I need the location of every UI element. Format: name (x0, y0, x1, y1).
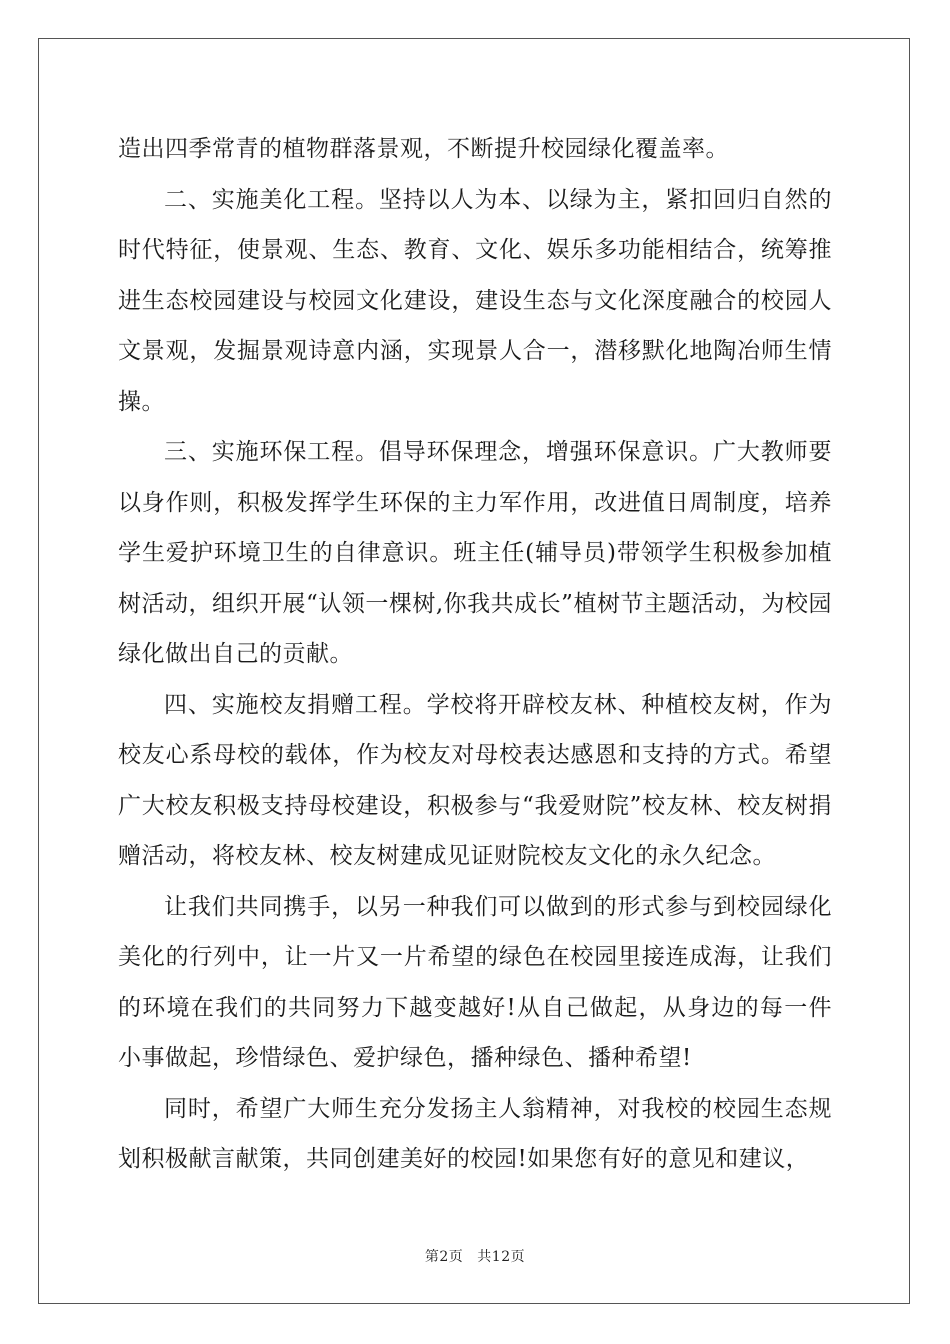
paragraph-2: 二、实施美化工程。坚持以人为本、以绿为主，紧扣回归自然的时代特征，使景观、生态、教育、文化、娱乐多功能相结合，统筹推进生态校园建设与校园文化建设，建设生态与文化深度融合的校园人文景观，发掘景观诗意内涵，实现景人合一，潜移默化地陶冶师生情操。 (118, 186, 832, 415)
current-page-number: 第2页 (424, 1249, 464, 1265)
total-page-count: 共12页 (477, 1249, 526, 1265)
paragraph-4: 四、实施校友捐赠工程。学校将开辟校友林、种植校友树，作为校友心系母校的载体，作为校友对母校表达感恩和支持的方式。希望广大校友积极支持母校建设，积极参与“我爱财院”校友林、校友树捐赠活动，将校友林、校友树建成见证财院校友文化的永久纪念。 (118, 691, 832, 869)
paragraph-1: 造出四季常青的植物群落景观，不断提升校园绿化覆盖率。 (118, 136, 729, 162)
document-body (118, 124, 832, 1185)
paragraph-6: 同时，希望广大师生充分发扬主人翁精神，对我校的校园生态规划积极献言献策，共同创建美好的校园!如果您有好的意见和建议， (118, 1095, 832, 1172)
paragraph-3: 三、实施环保工程。倡导环保理念，增强环保意识。广大教师要以身作则，积极发挥学生环保的主力军作用，改进值日周制度，培养学生爱护环境卫生的自律意识。班主任(辅导员)带领学生积极参加植树活动，组织开展“认领一棵树,你我共成长”植树节主题活动，为校园绿化做出自己的贡献。 (118, 439, 832, 667)
paragraph-5: 让我们共同携手，以另一种我们可以做到的形式参与到校园绿化美化的行列中，让一片又一片希望的绿色在校园里接连成海，让我们的环境在我们的共同努力下越变越好!从自己做起，从身边的每一件小事做起，珍惜绿色、爱护绿色，播种绿色、播种希望! (118, 893, 832, 1071)
page-footer (0, 1246, 950, 1266)
